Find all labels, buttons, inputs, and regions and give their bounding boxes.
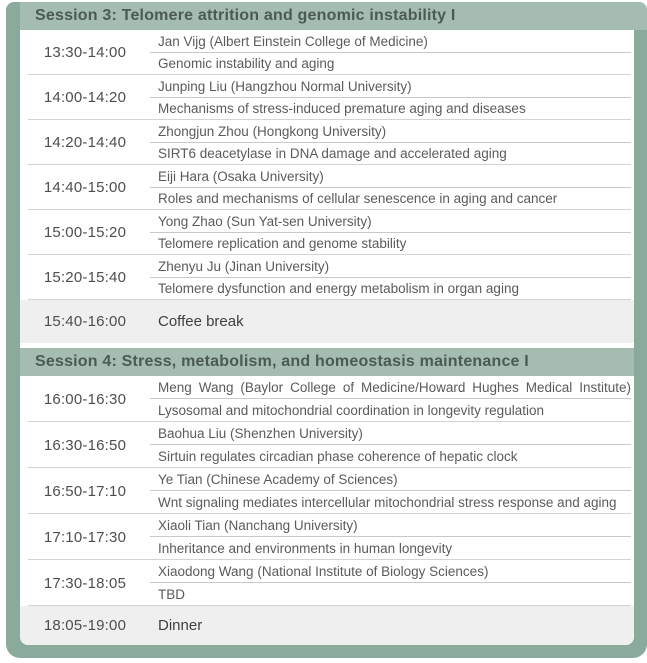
slot-cells: [150, 75, 634, 120]
schedule-slot: [20, 514, 634, 560]
session-4-header: [20, 348, 634, 376]
speaker-line: [150, 120, 631, 143]
speaker-text: Xiaodong Wang (National Institute of Biology Sciences): [158, 564, 489, 579]
slot-time: 16:00-16:30: [43, 390, 127, 408]
speaker-text: Zhongjun Zhou (Hongkong University): [158, 123, 387, 139]
slot-cells: [150, 255, 634, 300]
talk-title: [150, 233, 631, 256]
talk-title: [150, 491, 631, 514]
talk-text: Wnt signaling mediates intercellular mitochondrial stress response and aging: [158, 495, 617, 510]
session-3-header: [20, 2, 647, 30]
talk-title: [150, 537, 631, 560]
talk-text: Genomic instability and aging: [158, 56, 335, 72]
talk-title: [150, 143, 631, 166]
slot-cells: [150, 376, 634, 422]
session-4-title: Session 4: Stress, metabolism, and homeostasis maintenance I: [35, 353, 529, 370]
slot-time: 15:00-15:20: [43, 224, 127, 241]
schedule-card: [20, 30, 634, 645]
speaker-line: [150, 165, 631, 188]
green-frame: [6, 2, 647, 658]
slot-cells: [150, 560, 634, 606]
session-4-slots: [20, 376, 634, 606]
break-label: Dinner: [158, 617, 203, 634]
slot-cells: [150, 514, 634, 560]
speaker-line: [150, 468, 631, 491]
slot-time: 17:30-18:05: [43, 574, 127, 592]
speaker-text: Yong Zhao (Sun Yat-sen University): [158, 213, 372, 229]
speaker-text: Baohua Liu (Shenzhen University): [158, 426, 363, 441]
speaker-text: Jan Vijg (Albert Einstein College of Medicine): [158, 33, 428, 49]
talk-text: Roles and mechanisms of cellular senescence in aging and cancer: [158, 191, 558, 207]
schedule-slot: [20, 30, 634, 75]
coffee-break-row: [20, 300, 634, 343]
speaker-text: Eiji Hara (Osaka University): [158, 168, 324, 184]
session-3-slots: [20, 30, 634, 300]
speaker-text: Xiaoli Tian (Nanchang University): [158, 518, 358, 533]
speaker-text: Junping Liu (Hangzhou Normal University): [158, 78, 412, 94]
talk-title: [150, 53, 631, 76]
talk-text: TBD: [158, 587, 185, 602]
talk-title: [150, 399, 631, 422]
slot-time: 16:30-16:50: [43, 436, 127, 454]
slot-time: 14:40-15:00: [43, 179, 127, 196]
break-time: 18:05-19:00: [43, 617, 127, 634]
session-3-title: Session 3: Telomere attrition and genomic instability I: [35, 7, 456, 24]
schedule-slot: [20, 376, 634, 422]
slot-time: 16:50-17:10: [43, 482, 127, 500]
speaker-line: [150, 255, 631, 278]
slot-cells: [150, 30, 634, 75]
talk-text: Telomere dysfunction and energy metabolism in organ aging: [158, 281, 519, 297]
slot-cells: [150, 120, 634, 165]
break-label: Coffee break: [158, 313, 244, 330]
schedule-slot: [20, 560, 634, 606]
schedule-slot: [20, 120, 634, 165]
talk-title: [150, 278, 631, 301]
talk-text: Inheritance and environments in human longevity: [158, 541, 453, 556]
talk-text: Telomere replication and genome stability: [158, 236, 407, 252]
speaker-line: [150, 210, 631, 233]
talk-text: Lysosomal and mitochondrial coordination in longevity regulation: [158, 403, 544, 418]
talk-title: [150, 188, 631, 211]
talk-title: [150, 445, 631, 468]
slot-cells: [150, 210, 634, 255]
slot-time: 14:20-14:40: [43, 134, 127, 151]
talk-text: Mechanisms of stress-induced premature aging and diseases: [158, 101, 526, 117]
slot-time: 17:10-17:30: [43, 528, 127, 546]
slot-cells: [150, 165, 634, 210]
dinner-row: [20, 606, 634, 645]
schedule-slot: [20, 165, 634, 210]
schedule-slot: [20, 210, 634, 255]
slot-cells: [150, 468, 634, 514]
slot-time: 13:30-14:00: [43, 44, 127, 61]
slot-cells: [150, 422, 634, 468]
schedule-slot: [20, 422, 634, 468]
schedule-slot: [20, 75, 634, 120]
speaker-text: Zhenyu Ju (Jinan University): [158, 258, 330, 274]
speaker-line: [150, 560, 631, 583]
speaker-line: [150, 514, 631, 537]
speaker-line: [150, 376, 631, 399]
schedule-slot: [20, 255, 634, 300]
speaker-line: [150, 75, 631, 98]
speaker-line: [150, 422, 631, 445]
talk-text: SIRT6 deacetylase in DNA damage and accelerated aging: [158, 146, 507, 162]
slot-time: 15:20-15:40: [43, 269, 127, 286]
break-time: 15:40-16:00: [43, 313, 127, 330]
talk-title: [150, 583, 631, 606]
talk-text: Sirtuin regulates circadian phase coherence of hepatic clock: [158, 449, 518, 464]
speaker-text: Meng Wang (Baylor College of Medicine/Howard Hughes Medical Institute): [158, 380, 631, 395]
talk-title: [150, 98, 631, 121]
slot-time: 14:00-14:20: [43, 89, 127, 106]
speaker-line: [150, 30, 631, 53]
schedule-slot: [20, 468, 634, 514]
speaker-text: Ye Tian (Chinese Academy of Sciences): [158, 472, 398, 487]
